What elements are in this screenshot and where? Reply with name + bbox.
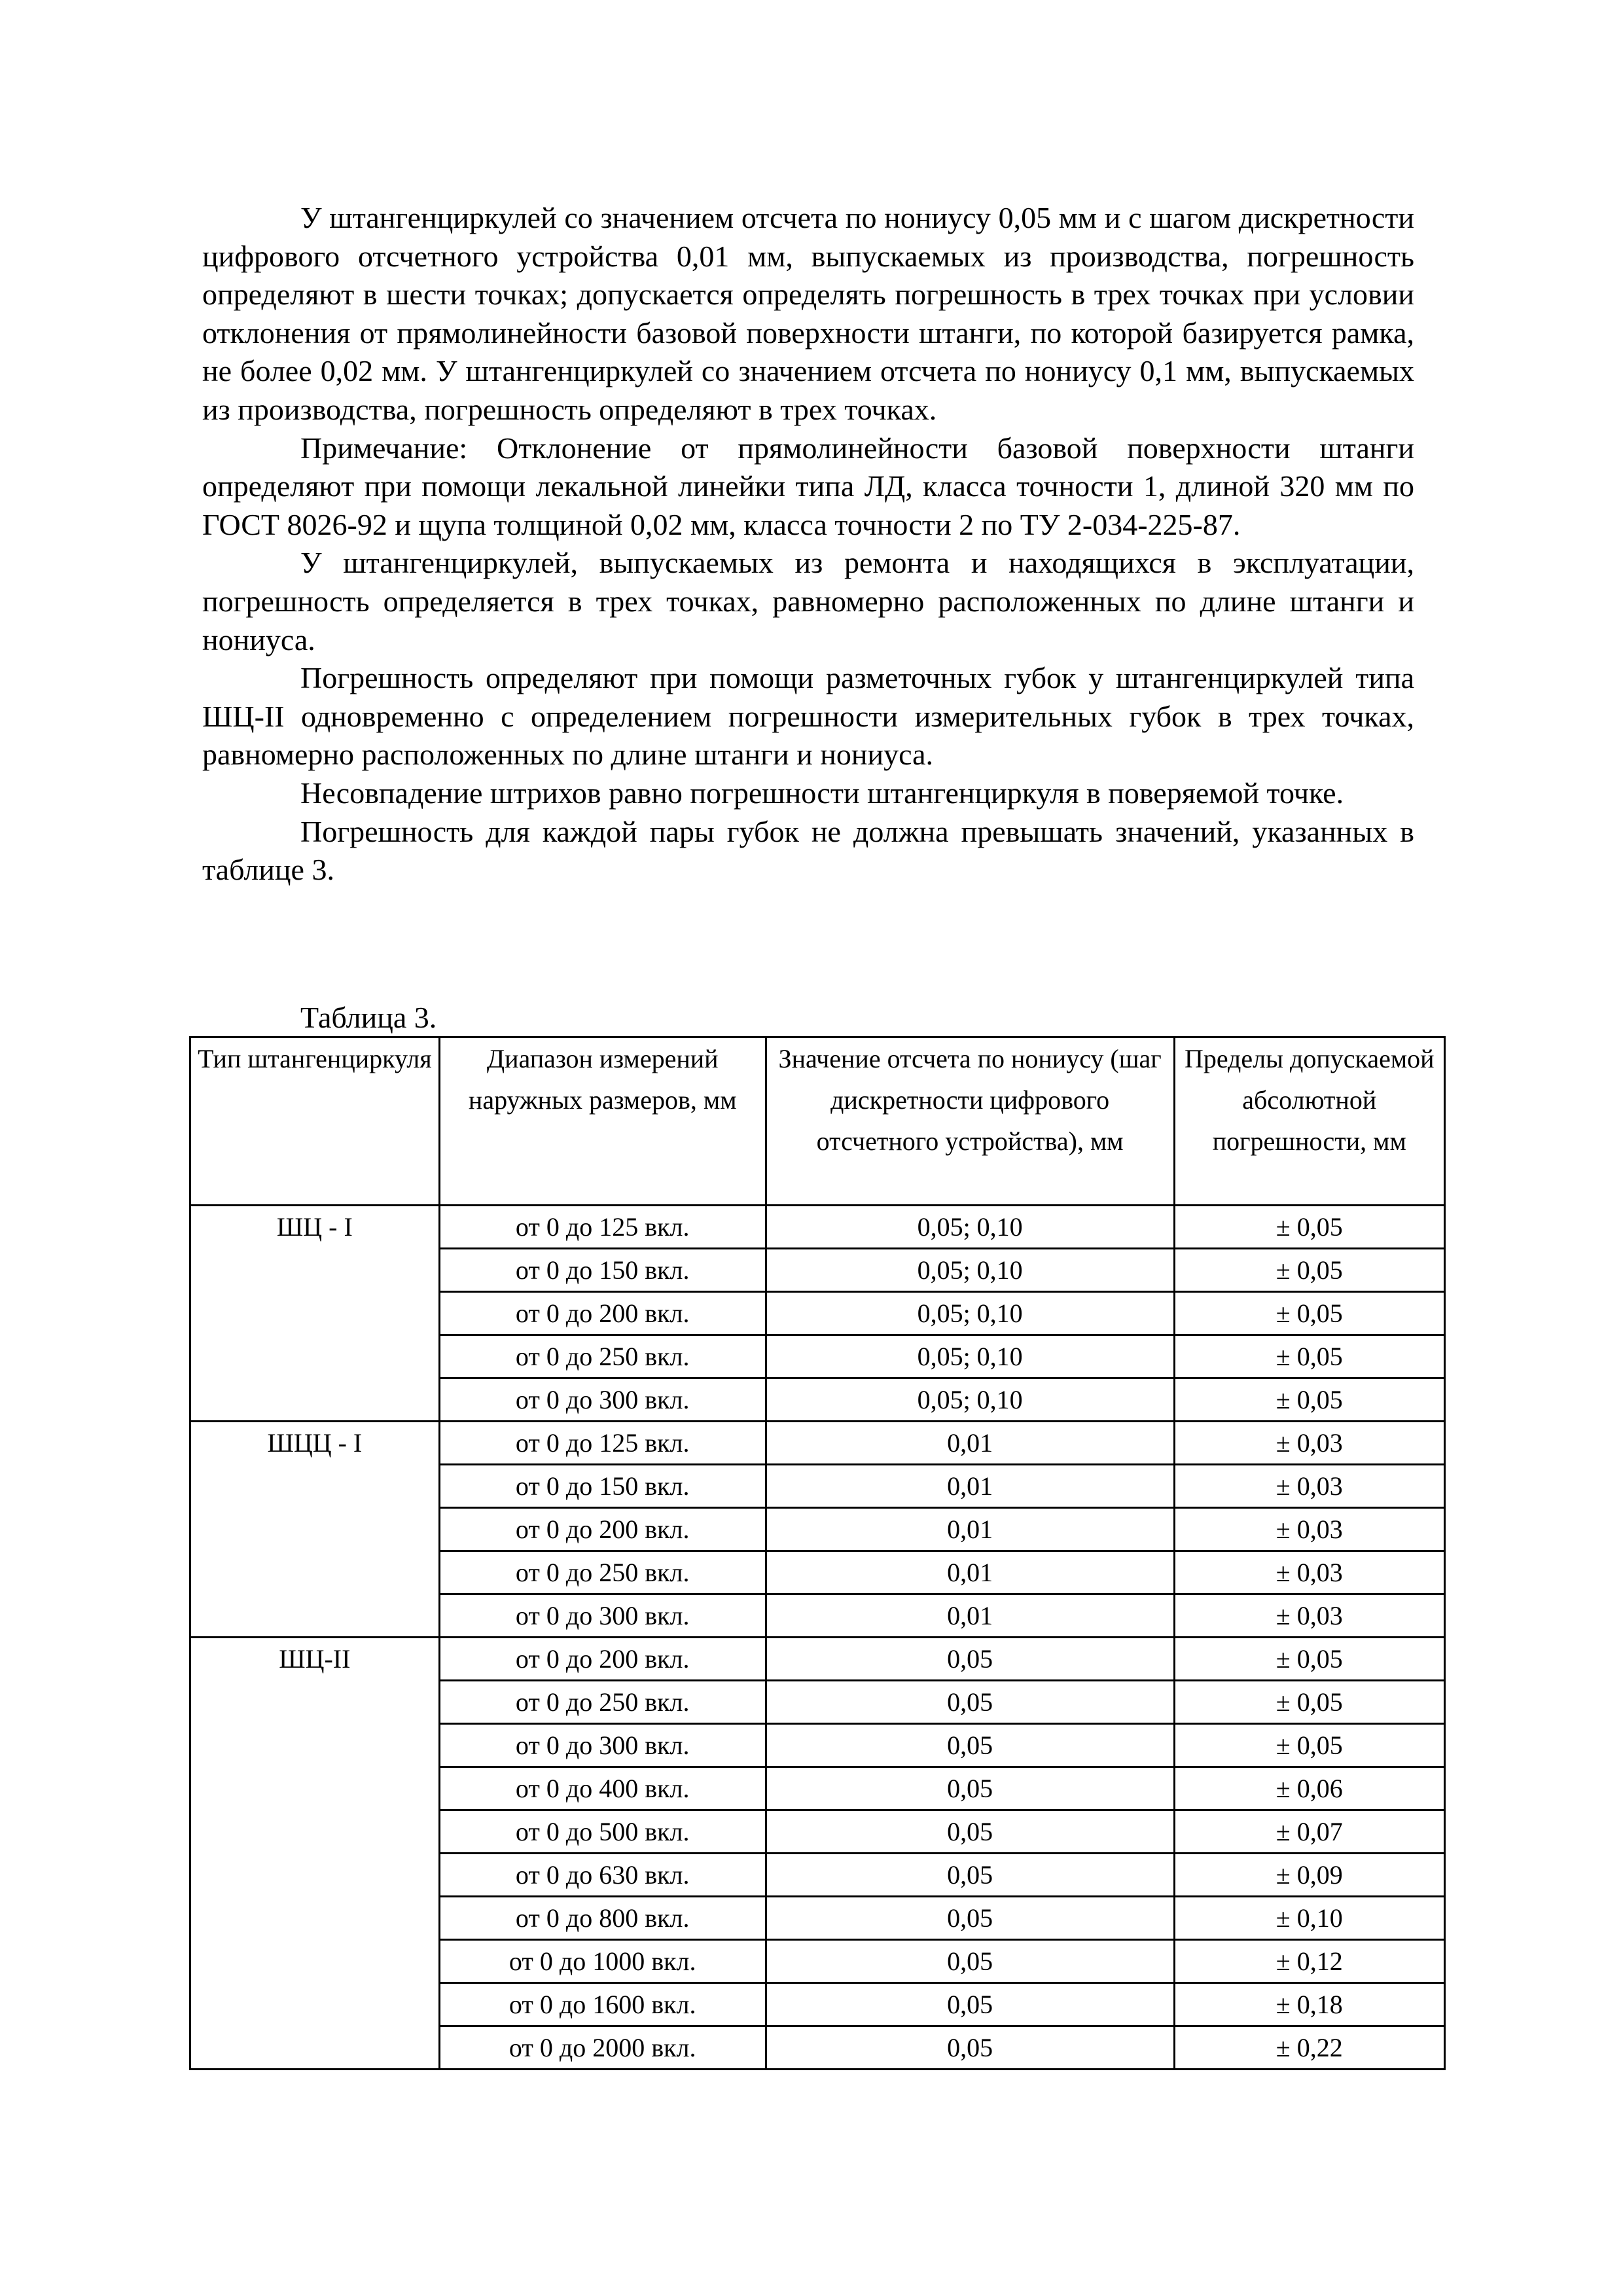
table-row: [190, 1206, 1445, 1249]
cell-reading: 0,01: [766, 1508, 1174, 1551]
cell-reading: 0,05: [766, 1638, 1174, 1681]
cell-range: от 0 до 200 вкл.: [439, 1292, 766, 1335]
cell-reading: 0,05: [766, 1897, 1174, 1940]
cell-reading: 0,05: [766, 1983, 1174, 2026]
cell-range: от 0 до 125 вкл.: [439, 1206, 766, 1249]
cell-range: от 0 до 250 вкл.: [439, 1335, 766, 1378]
cell-reading: 0,05: [766, 1940, 1174, 1983]
table-row: [190, 1422, 1445, 1465]
cell-range: от 0 до 800 вкл.: [439, 1897, 766, 1940]
cell-error: ± 0,10: [1174, 1897, 1444, 1940]
cell-range: от 0 до 250 вкл.: [439, 1681, 766, 1724]
cell-reading: 0,01: [766, 1422, 1174, 1465]
table-header-row: [190, 1037, 1445, 1206]
header-type: Тип штангенциркуля: [190, 1037, 440, 1206]
cell-range: от 0 до 1600 вкл.: [439, 1983, 766, 2026]
cell-range: от 0 до 300 вкл.: [439, 1378, 766, 1422]
cell-reading: 0,05: [766, 1854, 1174, 1897]
cell-error: ± 0,03: [1174, 1465, 1444, 1508]
paragraph: У штангенциркулей со значением отсчета по нониусу 0,05 мм и с шагом дискретности цифрового отсчетного устройства 0,01 мм, выпускаемых из производства, погрешность определяют в шести точках; допускается определять погрешность в трех точках при условии отклонения от прямолинейности базовой поверхности штанги, по которой базируется рамка, не более 0,02 мм. У штангенциркулей со значением отсчета по нониусу 0,1 мм, выпускаемых из производства, погрешность определяют в трех точках.: [202, 201, 1414, 426]
cell-reading: 0,05: [766, 1767, 1174, 1810]
cell-error: ± 0,18: [1174, 1983, 1444, 2026]
cell-error: ± 0,03: [1174, 1422, 1444, 1465]
tolerance-table: [189, 1036, 1446, 2070]
cell-range: от 0 до 500 вкл.: [439, 1810, 766, 1854]
header-range: Диапазон измерений наружных размеров, мм: [439, 1037, 766, 1206]
cell-reading: 0,05; 0,10: [766, 1335, 1174, 1378]
cell-range: от 0 до 400 вкл.: [439, 1767, 766, 1810]
paragraph: Погрешность для каждой пары губок не должна превышать значений, указанных в таблице 3.: [202, 814, 1414, 887]
table-caption: Таблица 3.: [300, 1001, 437, 1034]
cell-range: от 0 до 200 вкл.: [439, 1638, 766, 1681]
cell-range: от 0 до 250 вкл.: [439, 1551, 766, 1594]
cell-error: ± 0,06: [1174, 1767, 1444, 1810]
cell-error: ± 0,22: [1174, 2026, 1444, 2070]
cell-range: от 0 до 2000 вкл.: [439, 2026, 766, 2070]
cell-reading: 0,05: [766, 1681, 1174, 1724]
cell-type: ШЦЦ - I: [190, 1422, 440, 1638]
cell-reading: 0,05: [766, 2026, 1174, 2070]
header-error-limits: Пределы допускаемой абсолютной погрешности, мм: [1174, 1037, 1444, 1206]
cell-error: ± 0,09: [1174, 1854, 1444, 1897]
header-reading: Значение отсчета по нониусу (шаг дискретности цифрового отсчетного устройства), мм: [766, 1037, 1174, 1206]
cell-range: от 0 до 300 вкл.: [439, 1594, 766, 1638]
cell-range: от 0 до 200 вкл.: [439, 1508, 766, 1551]
cell-reading: 0,05: [766, 1810, 1174, 1854]
paragraph-note: Примечание: Отклонение от прямолинейности базовой поверхности штанги определяют при помощи лекальной линейки типа ЛД, класса точности 1, длиной 320 мм по ГОСТ 8026-92 и щупа толщиной 0,02 мм, класса точности 2 по ТУ 2-034-225-87.: [202, 431, 1414, 541]
paragraph: Погрешность определяют при помощи разметочных губок у штангенциркулей типа ШЦ-II одновременно с определением погрешности измерительных губок в трех точках, равномерно расположенных по длине штанги и нониуса.: [202, 661, 1414, 772]
cell-reading: 0,05; 0,10: [766, 1292, 1174, 1335]
cell-error: ± 0,05: [1174, 1638, 1444, 1681]
cell-reading: 0,01: [766, 1465, 1174, 1508]
cell-reading: 0,05; 0,10: [766, 1378, 1174, 1422]
cell-range: от 0 до 300 вкл.: [439, 1724, 766, 1767]
cell-error: ± 0,05: [1174, 1335, 1444, 1378]
cell-error: ± 0,05: [1174, 1292, 1444, 1335]
cell-range: от 0 до 150 вкл.: [439, 1465, 766, 1508]
cell-error: ± 0,05: [1174, 1249, 1444, 1292]
cell-error: ± 0,03: [1174, 1508, 1444, 1551]
cell-reading: 0,01: [766, 1551, 1174, 1594]
cell-type: ШЦ - I: [190, 1206, 440, 1422]
cell-error: ± 0,05: [1174, 1724, 1444, 1767]
cell-error: ± 0,03: [1174, 1551, 1444, 1594]
cell-range: от 0 до 125 вкл.: [439, 1422, 766, 1465]
cell-range: от 0 до 150 вкл.: [439, 1249, 766, 1292]
cell-error: ± 0,07: [1174, 1810, 1444, 1854]
cell-error: ± 0,05: [1174, 1206, 1444, 1249]
cell-range: от 0 до 630 вкл.: [439, 1854, 766, 1897]
cell-reading: 0,05; 0,10: [766, 1249, 1174, 1292]
cell-reading: 0,05: [766, 1724, 1174, 1767]
body-text: [202, 199, 1414, 889]
cell-range: от 0 до 1000 вкл.: [439, 1940, 766, 1983]
table-row: [190, 1638, 1445, 1681]
paragraph: У штангенциркулей, выпускаемых из ремонта и находящихся в эксплуатации, погрешность определяется в трех точках, равномерно расположенных по длине штанги и нониуса.: [202, 546, 1414, 656]
cell-reading: 0,05; 0,10: [766, 1206, 1174, 1249]
cell-error: ± 0,05: [1174, 1378, 1444, 1422]
cell-reading: 0,01: [766, 1594, 1174, 1638]
cell-error: ± 0,12: [1174, 1940, 1444, 1983]
paragraph: Несовпадение штрихов равно погрешности штангенциркуля в поверяемой точке.: [300, 776, 1344, 810]
cell-error: ± 0,05: [1174, 1681, 1444, 1724]
cell-type: ШЦ-II: [190, 1638, 440, 2070]
cell-error: ± 0,03: [1174, 1594, 1444, 1638]
